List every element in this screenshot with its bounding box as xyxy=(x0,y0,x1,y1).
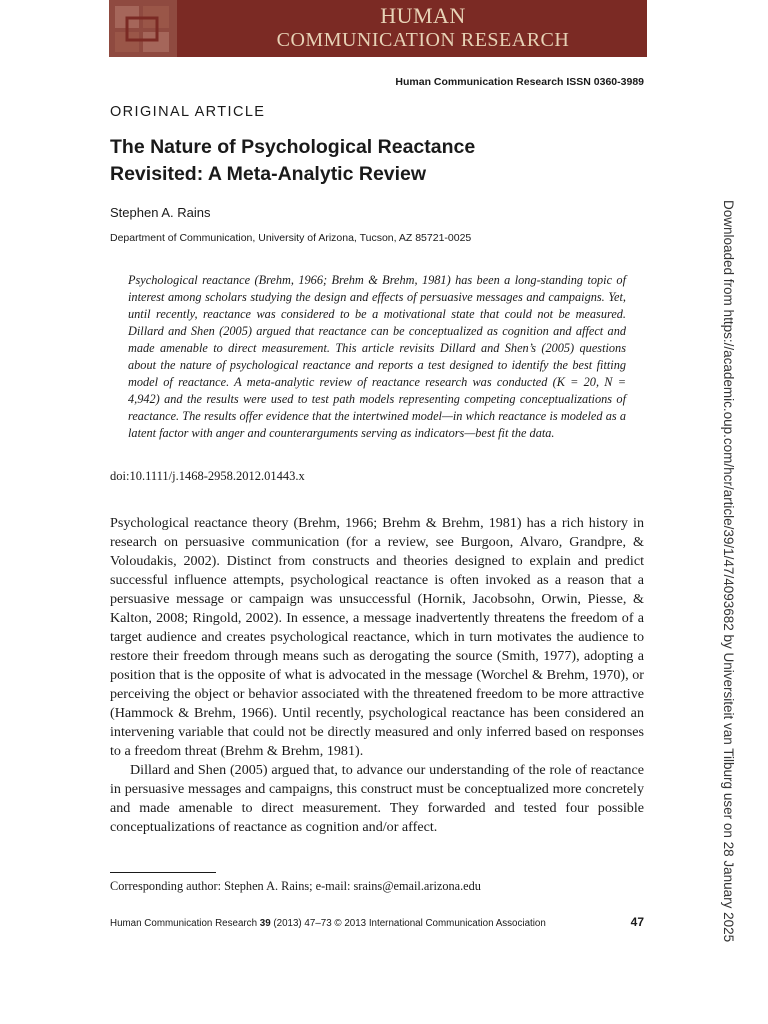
corresponding-author-footnote: Corresponding author: Stephen A. Rains; e-mail: srains@email.arizona.edu xyxy=(110,879,481,893)
issn-line: Human Communication Research ISSN 0360-3989 xyxy=(395,76,644,88)
doi: doi:10.1111/j.1468-2958.2012.01443.x xyxy=(110,469,305,483)
abstract: Psychological reactance (Brehm, 1966; Brehm & Brehm, 1981) has been a long-standing topic of interest among scholars studying the design and effects of persuasive messages and campaigns. Yet, until recently, reactance was considered to be a motivational state that could not be measured. Dillard and Shen (2005) argued that reactance can be conceptualized as cognition and affect and made amenable to direct measurement. This article revisits Dillard and Shen’s (2005) questions about the nature of psychological reactance and reports a test designed to identify the best fitting model of reactance. A meta-analytic review of reactance research was conducted (K = 20, N = 4,942) and the results were used to test path models representing competing conceptualizations of reactance. The results offer evidence that the intertwined model—in which reactance is modeled as a latent factor with anger and counterarguments serving as indicators—best fit the data. xyxy=(128,273,626,440)
body-paragraph: Psychological reactance theory (Brehm, 1966; Brehm & Brehm, 1981) has a rich history in research on persuasive communication (for a review, see Burgoon, Alvaro, Grandpre, & Voloudakis, 2002). Distinct from constructs and theories designed to explain and predict successful influence attempts, psychological reactance is often invoked as a reason that a persuasive message or campaign was unsuccessful (Hornik, Jacobsohn, Orwin, Piesse, & Kalton, 2008; Ringold, 2002). In essence, a message inadvertently threatens the freedom of a target audience and creates psychological reactance, which in turn motivates the audience to restore their freedom through means such as derogating the source (Smith, 1977), adopting a position that is the opposite of what is advocated in the message (Worchel & Brehm, 1970), or perceiving the object or behavior associated with the threatened freedom to be more attractive (Hammock & Brehm, 1966). Until recently, psychological reactance has been considered an intervening variable that could not be directly measured and only inferred based on responses to a freedom threat (Brehm & Brehm, 1981). xyxy=(110,515,644,759)
body-paragraph: Dillard and Shen (2005) argued that, to advance our understanding of the role of reactance in persuasive messages and campaigns, this construct must be conceptualized more concretely and made amenable to direct measurement. They forwarded and tested four possible conceptualizations of reactance as cognition and/or affect. xyxy=(110,762,644,835)
journal-logo-icon xyxy=(109,0,177,57)
journal-title-line2: COMMUNICATION RESEARCH xyxy=(276,29,570,51)
section-label: ORIGINAL ARTICLE xyxy=(110,104,266,120)
article-title-line2: Revisited: A Meta-Analytic Review xyxy=(110,163,427,185)
footer-volume: 39 xyxy=(259,918,271,929)
article-title xyxy=(110,134,630,188)
footnote-divider xyxy=(110,872,216,873)
author-affiliation: Department of Communication, University of Arizona, Tucson, AZ 85721-0025 xyxy=(110,232,472,244)
journal-title xyxy=(199,4,647,52)
page-footer xyxy=(110,918,546,929)
body-text xyxy=(110,514,644,837)
article-title-line1: The Nature of Psychological Reactance xyxy=(110,136,476,158)
author-name: Stephen A. Rains xyxy=(110,205,211,220)
page-number: 47 xyxy=(630,915,644,929)
journal-title-line1: HUMAN xyxy=(380,3,466,28)
journal-banner xyxy=(109,0,647,57)
download-watermark: Downloaded from https://academic.oup.com/hcr/article/39/1/47/4093682 by Universiteit van Tilburg user on 28 January 2025 xyxy=(721,200,736,943)
footer-citation-suffix: (2013) 47–73 © 2013 International Communication Association xyxy=(270,918,546,929)
footer-citation-prefix: Human Communication Research xyxy=(110,918,260,929)
